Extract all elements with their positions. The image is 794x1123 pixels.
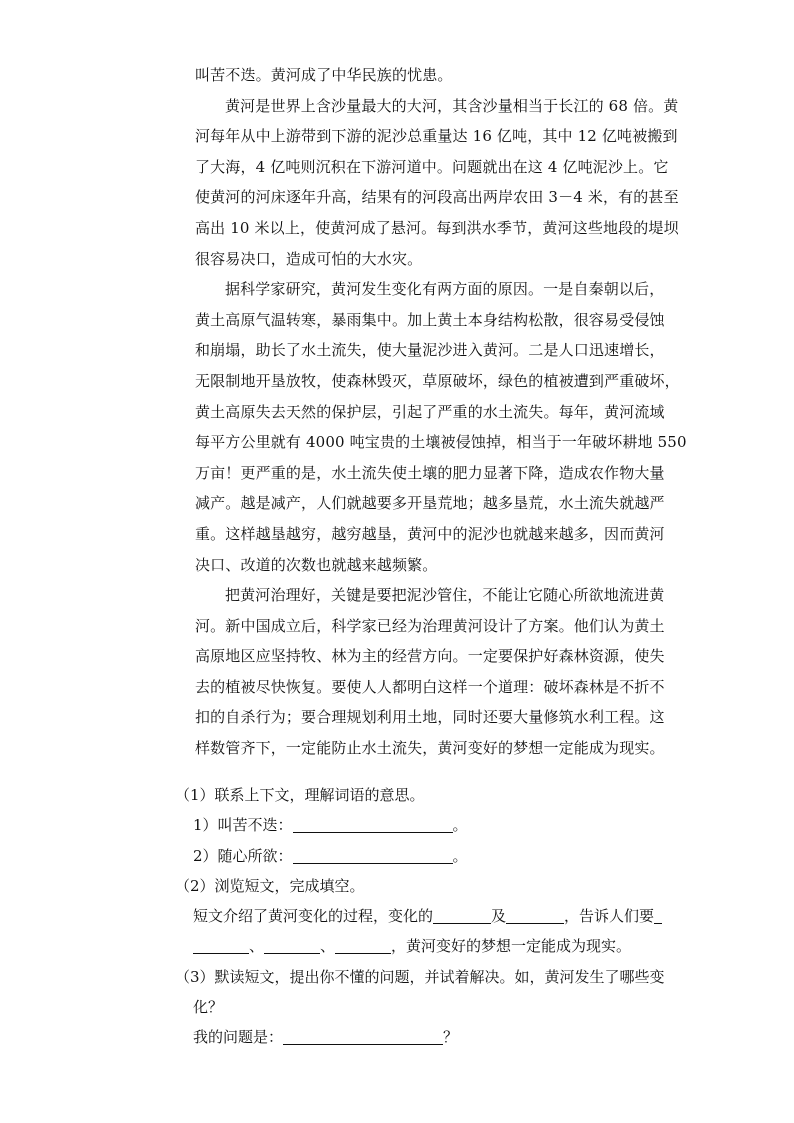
passage-line: 万亩！更严重的是，水土流失使土壤的肥力显著下降，造成农作物大量 bbox=[195, 463, 665, 482]
answer-blank[interactable] bbox=[264, 935, 320, 954]
fill-text: 及 bbox=[491, 907, 507, 926]
passage-line: 和崩塌，助长了水土流失，使大量泥沙进入黄河。二是人口迅速增长， bbox=[195, 341, 665, 360]
answer-blank[interactable] bbox=[283, 1026, 443, 1045]
passage-line: 叫苦不迭。黄河成了中华民族的忧患。 bbox=[195, 66, 453, 84]
questions-section bbox=[175, 780, 715, 1053]
passage-line: 减产。越是减产，人们就越要多开垦荒地；越多垦荒，水土流失就越严 bbox=[195, 494, 665, 513]
fill-text: 短文介绍了黄河变化的过程，变化的 bbox=[193, 907, 434, 926]
question-3-title-cont: 化？ bbox=[193, 998, 224, 1017]
answer-blank[interactable] bbox=[433, 905, 491, 924]
answer-blank[interactable] bbox=[293, 845, 453, 864]
item-label: 1）叫苦不迭： bbox=[193, 816, 293, 835]
passage-line: 去的植被尽快恢复。要使人人都明白这样一个道理：破坏森林是不折不 bbox=[195, 677, 665, 696]
separator: 、 bbox=[320, 937, 336, 956]
passage-line: 决口、改道的次数也就越来越频繁。 bbox=[195, 555, 438, 574]
answer-blank[interactable] bbox=[654, 905, 662, 924]
passage-line: 无限制地开垦放牧，使森林毁灭，草原破坏，绿色的植被遭到严重破坏， bbox=[195, 371, 680, 390]
passage-line: 据科学家研究，黄河发生变化有两方面的原因。一是自秦朝以后， bbox=[225, 280, 665, 299]
passage-line: 高出 10 米以上，使黄河成了悬河。每到洪水季节，黄河这些地段的堤坝 bbox=[195, 218, 679, 237]
passage-line: 很容易决口，造成可怕的大水灾。 bbox=[195, 249, 423, 268]
passage-line: 扣的自杀行为；要合理规划利用土地，同时还要大量修筑水利工程。这 bbox=[195, 708, 665, 727]
answer-blank[interactable] bbox=[293, 814, 453, 833]
passage-line: 高原地区应坚持牧、林为主的经营方向。一定要保护好森林资源，使失 bbox=[195, 647, 665, 666]
passage-line: 黄土高原气温转寒，暴雨集中。加上黄土本身结构松散，很容易受侵蚀 bbox=[195, 310, 665, 329]
fill-text: ，告诉人们要 bbox=[564, 907, 655, 926]
passage-line: 使黄河的河床逐年升高，结果有的河段高出两岸农田 3－4 米，有的甚至 bbox=[195, 188, 679, 207]
passage-line: 每平方公里就有 4000 吨宝贵的土壤被侵蚀掉，相当于一年破坏耕地 550 bbox=[195, 433, 687, 452]
answer-blank[interactable] bbox=[506, 905, 564, 924]
question-3-title: （3）默读短文，提出你不懂的问题，并试着解决。如，黄河发生了哪些变 bbox=[175, 967, 665, 986]
question-2-line-1 bbox=[175, 901, 715, 931]
question-2-line-2 bbox=[175, 931, 715, 961]
answer-blank[interactable] bbox=[335, 935, 391, 954]
passage-line: 黄河是世界上含沙量最大的大河，其含沙量相当于长江的 68 倍。黄 bbox=[225, 96, 679, 115]
passage-line: 样数管齐下，一定能防止水土流失，黄河变好的梦想一定能成为现实。 bbox=[195, 739, 665, 758]
question-end: ？ bbox=[443, 1028, 459, 1047]
question-3-answer-line bbox=[175, 1022, 715, 1052]
item-end: 。 bbox=[452, 816, 468, 835]
question-1-title: （1）联系上下文，理解词语的意思。 bbox=[175, 786, 425, 804]
passage-line: 了大海，4 亿吨则沉积在下游河道中。问题就出在这 4 亿吨泥沙上。它 bbox=[195, 157, 669, 176]
passage-line: 黄土高原失去天然的保护层，引起了严重的水土流失。每年，黄河流域 bbox=[195, 402, 665, 421]
passage-line: 重。这样越垦越穷，越穷越垦，黄河中的泥沙也就越来越多，因而黄河 bbox=[195, 524, 665, 543]
answer-blank[interactable] bbox=[193, 935, 249, 954]
question-2-title: （2）浏览短文，完成填空。 bbox=[175, 876, 365, 895]
passage-line: 河。新中国成立后，科学家已经为治理黄河设计了方案。他们认为黄土 bbox=[195, 616, 665, 635]
fill-text: ，黄河变好的梦想一定能成为现实。 bbox=[391, 937, 632, 956]
item-end: 。 bbox=[452, 846, 468, 865]
reading-passage bbox=[195, 60, 710, 764]
item-label: 2）随心所欲： bbox=[193, 846, 293, 865]
separator: 、 bbox=[249, 937, 265, 956]
passage-line: 把黄河治理好，关键是要把泥沙管住，不能让它随心所欲地流进黄 bbox=[225, 586, 665, 605]
question-prompt: 我的问题是： bbox=[193, 1028, 284, 1047]
question-1-item-2 bbox=[175, 841, 715, 871]
question-1-item-1 bbox=[175, 810, 715, 840]
passage-line: 河每年从中上游带到下游的泥沙总重量达 16 亿吨，其中 12 亿吨被搬到 bbox=[195, 127, 678, 146]
